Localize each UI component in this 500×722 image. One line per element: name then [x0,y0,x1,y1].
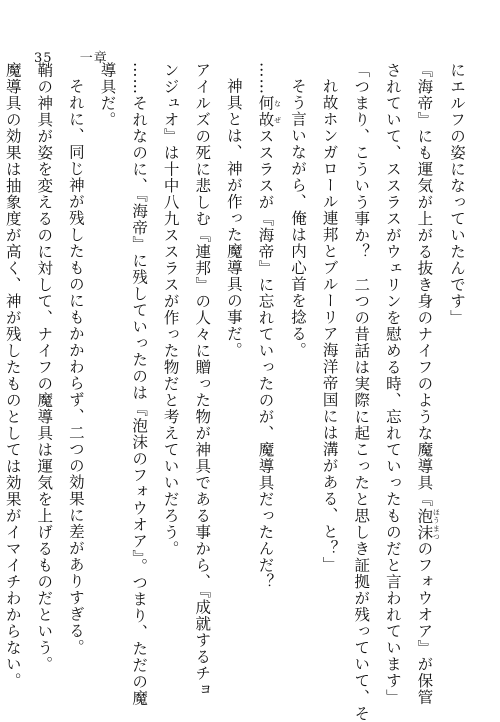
vertical-text-body [0,62,472,722]
text-line: にエルフの姿になっていたんです」 [448,62,466,326]
text-line: アイルズの死に悲しむ『連邦』の人々に贈った物が神具である事から、『成就するチョ [193,62,212,698]
text-line: ……それなのに、『海帝』に残していったのは『泡沫のフォウオア』。つまり、ただの魔 [130,62,149,707]
text-line-with-ruby: 『海帝』にも運気が上がる抜き身のナイフのような魔導具『泡沫 ほうまつのフォウオア』が保管 [415,62,441,706]
ruby-annotation: 泡沫 ほうまつ [415,507,441,541]
page-number: 35 [34,51,53,66]
text-line-with-ruby: ……何故 なぜススラスが『海帝』に忘れていったのが、魔導具だったんだ？ [256,62,282,590]
text-line: ンジュオ』は十中八九ススラスが作った物だと考えていいだろう。 [161,62,180,557]
text-line: 鞘の神具が姿を変えるのに対して、ナイフの魔導具は運気を上げるものだという。 [35,62,54,673]
text-line: 魔導具の効果は抽象度が高く、神が残したものとしては効果がイマイチわからない。 [3,62,22,689]
text-line: されていて、ススラスがウェリンを慰める時、忘れていったものだと言われています」 [383,62,402,706]
text-line: 「つまり、こういう事か？ 二つの昔話は実際に起こったと思しき証拠が残っていて、そ [352,62,371,722]
text-line: それに、同じ神が残したものにもかかわらず、二つの効果に差がありすぎる。 [66,77,85,655]
text-line: そう言いながら、俺は内心首を捻る。 [289,77,308,358]
text-line: 導具だ。 [98,62,117,128]
ruby-annotation: 何故 なぜ [256,95,282,128]
text-line: 神具とは、神が作った魔導具の事だ。 [224,77,243,358]
text-line: れ故ホンガロール連邦とブルーリア海洋帝国には溝がある、と？」 [320,77,339,573]
chapter-title: 一章 [79,51,108,66]
